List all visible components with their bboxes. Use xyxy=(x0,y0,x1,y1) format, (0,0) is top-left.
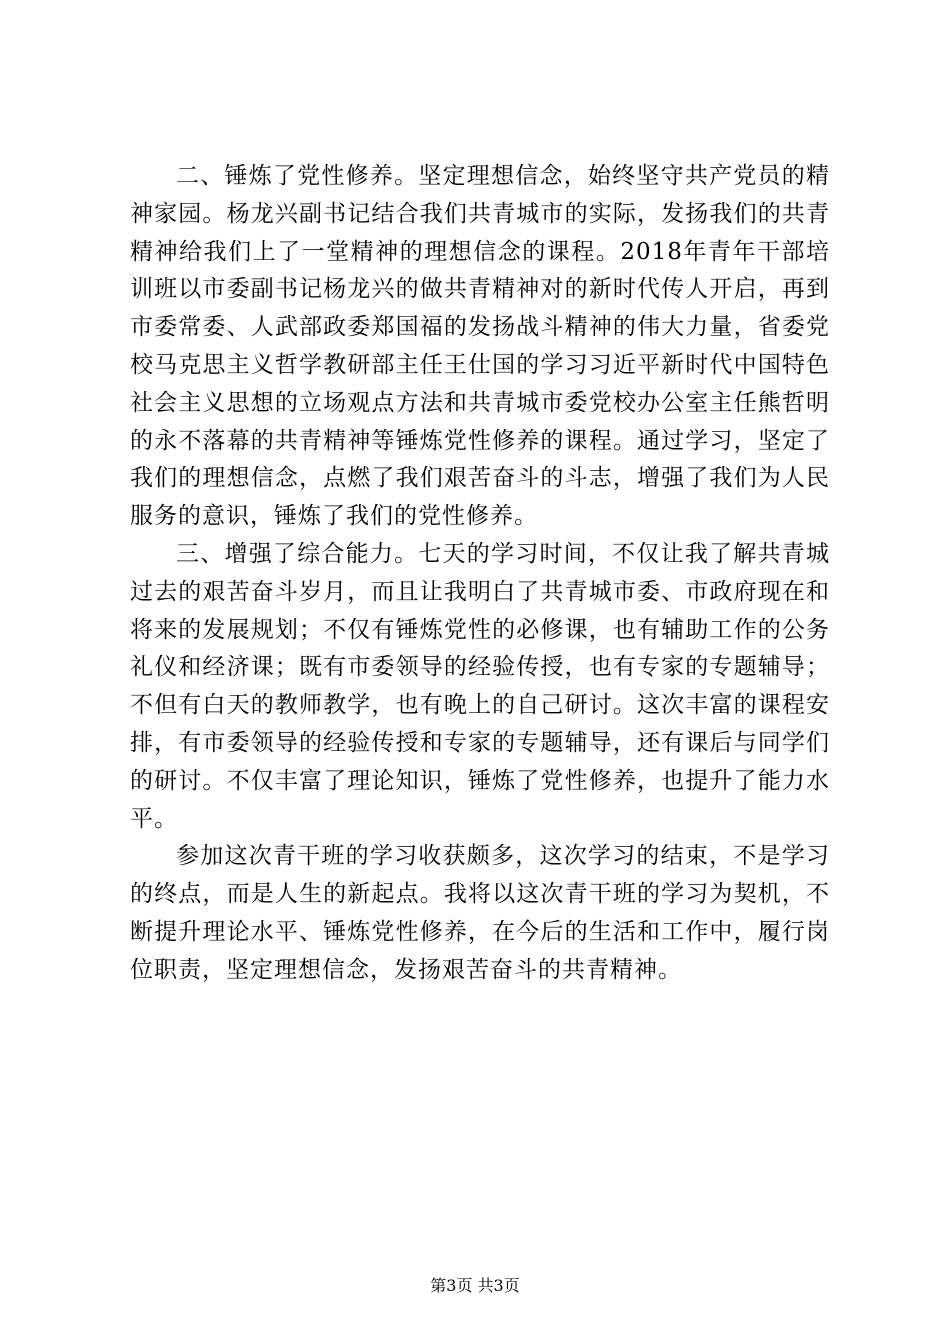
paragraph-conclusion: 参加这次青干班的学习收获颇多，这次学习的结束，不是学习的终点，而是人生的新起点。我将以这次青干班的学习为契机，不断提升理论水平、锤炼党性修养，在今后的生活和工作中，履行岗位职责，坚定理想信念，发扬艰苦奋斗的共青精神。 xyxy=(130,843,830,983)
paragraph-party-spirit: 二、锤炼了党性修养。坚定理想信念，始终坚守共产党员的精神家园。杨龙兴副书记结合我们共青城市的实际，发扬我们的共青精神给我们上了一堂精神的理想信念的课程。2018年青年干部培训班以市委副书记杨龙兴的做共青精神对的新时代传人开启，再到市委常委、人武部政委郑国福的发扬战斗精神的伟大力量，省委党校马克思主义哲学教研部主任王仕国的学习习近平新时代中国特色社会主义思想的立场观点方法和共青城市委党校办公室主任熊哲明的永不落幕的共青精神等锤炼党性修养的课程。通过学习，坚定了我们的理想信念，点燃了我们艰苦奋斗的斗志，增强了我们为人民服务的意识，锤炼了我们的党性修养。 xyxy=(130,163,830,530)
paragraph-comprehensive-ability: 三、增强了综合能力。七天的学习时间，不仅让我了解共青城过去的艰苦奋斗岁月，而且让我明白了共青城市委、市政府现在和将来的发展规划；不仅有锤炼党性的必修课，也有辅助工作的公务礼仪和经济课；既有市委领导的经验传授，也有专家的专题辅导；不但有白天的教师教学，也有晚上的自己研讨。这次丰富的课程安排，有市委领导的经验传授和专家的专题辅导，还有课后与同学们的研讨。不仅丰富了理论知识，锤炼了党性修养，也提升了能力水平。 xyxy=(130,540,830,832)
document-body xyxy=(130,158,830,990)
page-footer: 第3页 共3页 xyxy=(430,1276,520,1295)
